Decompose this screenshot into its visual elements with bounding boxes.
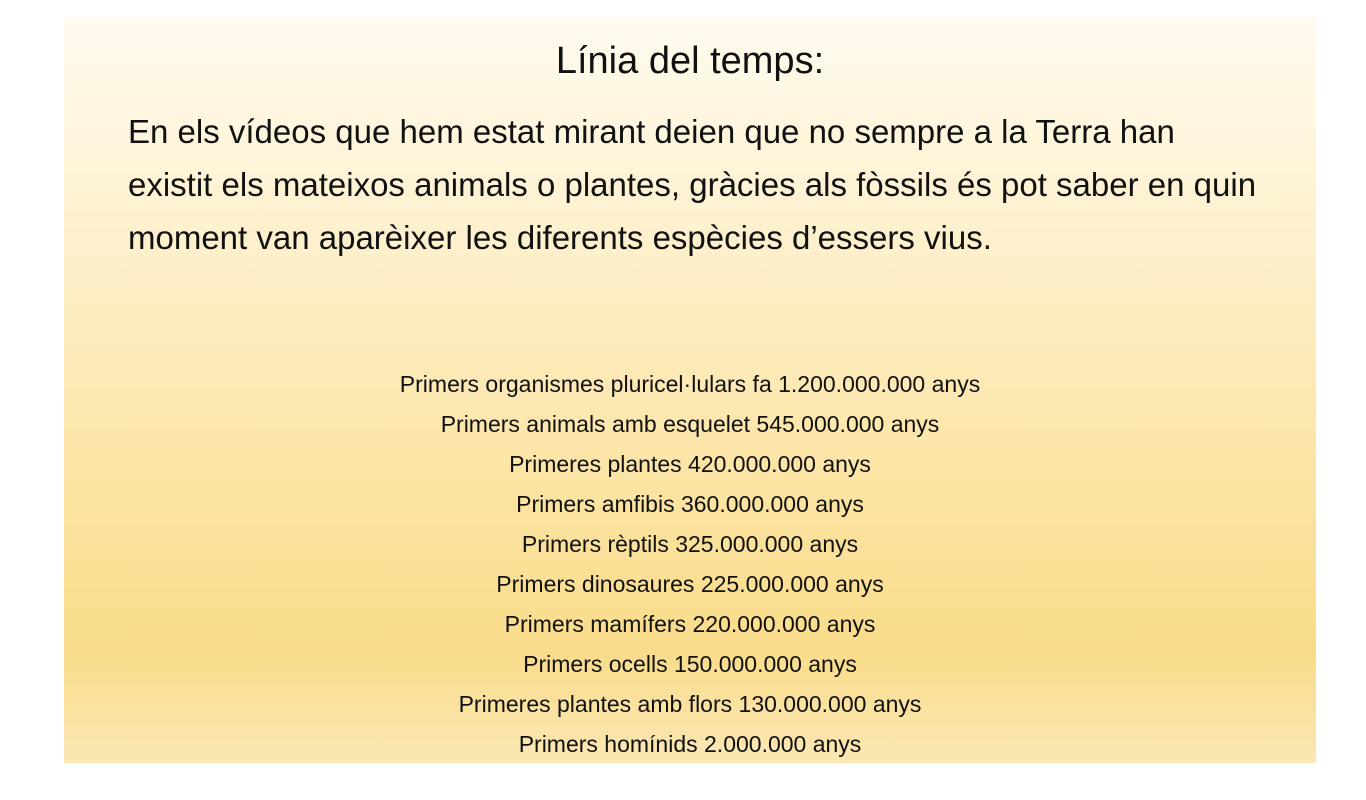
timeline-item: Primers amfibis 360.000.000 anys xyxy=(516,491,864,517)
timeline-list xyxy=(64,364,1316,764)
timeline-item: Primers mamífers 220.000.000 anys xyxy=(504,611,876,637)
timeline-item: Primers homínids 2.000.000 anys xyxy=(518,731,862,757)
timeline-item: Primers rèptils 325.000.000 anys xyxy=(521,531,859,557)
timeline-item: Primeres plantes amb flors 130.000.000 anys xyxy=(458,691,922,717)
timeline-item: Primers ocells 150.000.000 anys xyxy=(523,651,857,677)
timeline-item: Primers animals amb esquelet 545.000.000 anys xyxy=(440,411,940,437)
slide-title: Línia del temps: xyxy=(555,40,825,82)
slide xyxy=(64,17,1316,763)
intro-paragraph: En els vídeos que hem estat mirant deien que no sempre a la Terra han existit els mateixos animals o plantes, gràcies als fòssils és pot saber en quin moment van aparèixer les diferents espècies d’essers vius. xyxy=(128,113,1257,256)
timeline-item: Primers dinosaures 225.000.000 anys xyxy=(496,571,884,597)
timeline-item: Primers organismes pluricel·lulars fa 1.200.000.000 anys xyxy=(399,371,981,397)
timeline-item: Primeres plantes 420.000.000 anys xyxy=(509,451,871,477)
